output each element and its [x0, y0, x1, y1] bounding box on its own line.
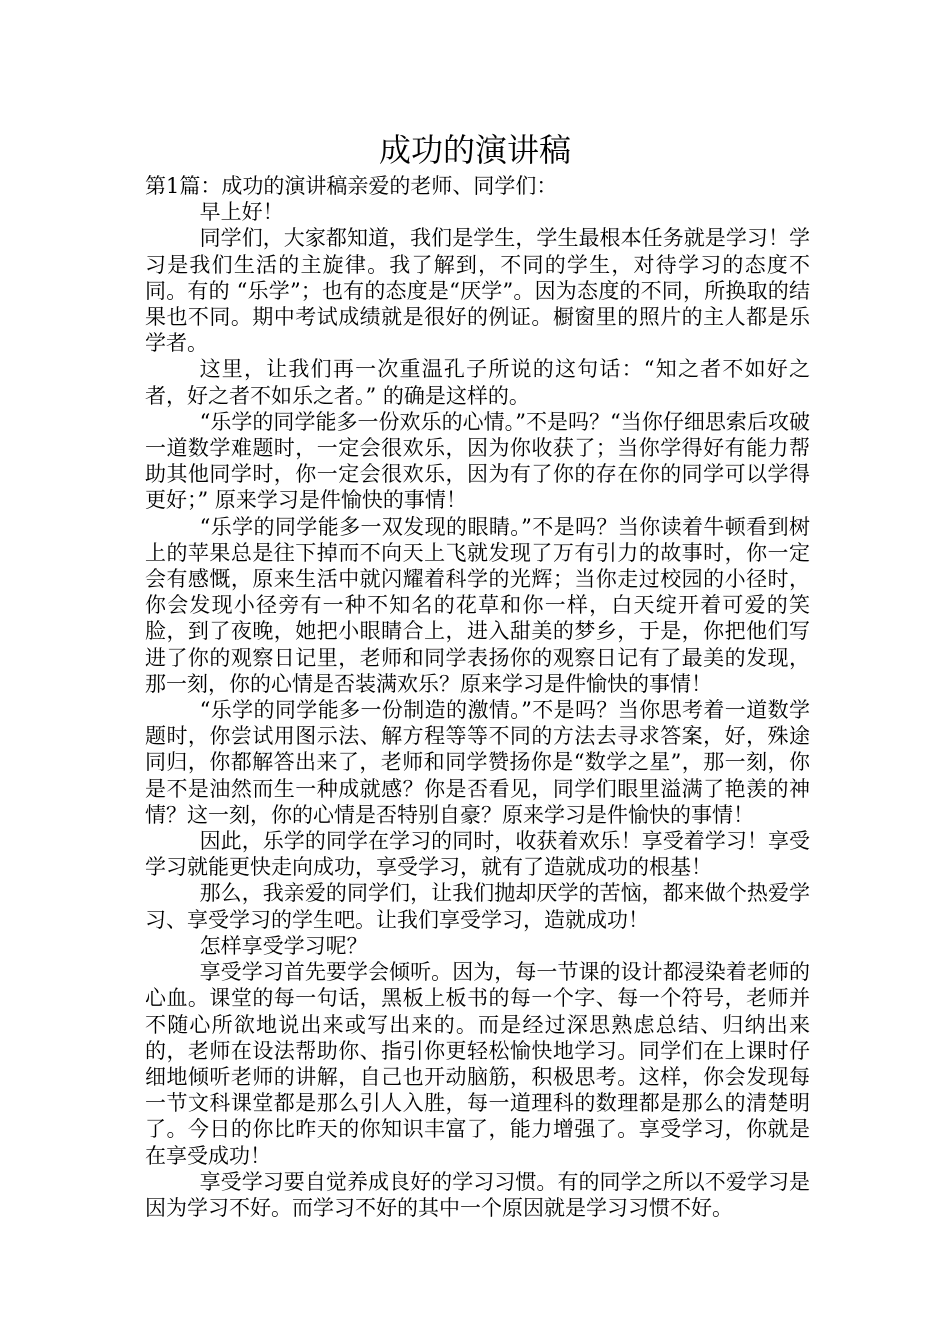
paragraph: “乐学的同学能多一份制造的激情。”不是吗？当你思考着一道数学题时，你尝试用图示法、解方程等等不同的方法去寻求答案，好，殊途同归，你都解答出来了，老师和同学赞扬你是“数学之星”，那一刻，你是不是油然而生一种成就感？你是否看见，同学们眼里溢满了艳羡的神情？这一刻，你的心情是否特别自豪？原来学习是件愉快的事情！ — [145, 698, 810, 827]
document-title: 成功的演讲稿 — [378, 131, 571, 169]
document-body — [145, 173, 810, 1221]
paragraph: 因此，乐学的同学在学习的同时，收获着欢乐！享受着学习！享受学习就能更快走向成功，享受学习，就有了造就成功的根基！ — [145, 829, 810, 880]
paragraph: 同学们，大家都知道，我们是学生，学生最根本任务就是学习！学习是我们生活的主旋律。我了解到，不同的学生，对待学习的态度不同。有的 “乐学”；也有的态度是“厌学”。因为态度的不同，所换取的结果也不同。期中考试成绩就是很好的例证。橱窗里的照片的主人都是乐学者。 — [145, 226, 810, 356]
paragraph: 早上好！ — [199, 200, 284, 225]
paragraph: “乐学的同学能多一份欢乐的心情。”不是吗？“当你仔细思索后攻破一道数学难题时，一定会很欢乐，因为你收获了；当你学得好有能力帮助其他同学时，你一定会很欢乐，因为有了你的存在你的同学可以学得更好；” 原来学习是件愉快的事情！ — [145, 409, 810, 513]
paragraph: 享受学习要自觉养成良好的学习习惯。有的同学之所以不爱学习是因为学习不好。而学习不好的其中一个原因就是学习习惯不好。 — [145, 1169, 810, 1220]
paragraph: 怎样享受学习呢？ — [199, 933, 368, 958]
paragraph: 这里，让我们再一次重温孔子所说的这句话：“知之者不如好之者，好之者不如乐之者。” 的确是这样的。 — [145, 357, 810, 408]
paragraph: 第1篇：成功的演讲稿亲爱的老师、同学们： — [145, 174, 558, 198]
paragraph: 享受学习首先要学会倾听。因为，每一节课的设计都浸染着老师的心血。课堂的每一句话，黑板上板书的每一个字、每一个符号，老师并不随心所欲地说出来或写出来的。而是经过深思熟虑总结、归纳出来的，老师在设法帮助你、指引你更轻松愉快地学习。同学们在上课时仔细地倾听老师的讲解，自己也开动脑筋，积极思考。这样，你会发现每一节文科课堂都是那么引人入胜，每一道理科的数理都是那么的清楚明了。今日的你比昨天的你知识丰富了，能力增强了。享受学习，你就是在享受成功！ — [145, 960, 810, 1168]
paragraph: 那么，我亲爱的同学们，让我们抛却厌学的苦恼，都来做个热爱学习、享受学习的学生吧。让我们享受学习，造就成功！ — [145, 881, 810, 932]
paragraph: “乐学的同学能多一双发现的眼睛。”不是吗？当你读着牛顿看到树上的苹果总是往下掉而不向天上飞就发现了万有引力的故事时，你一定会有感慨，原来生活中就闪耀着科学的光辉；当你走过校园的小径时，你会发现小径旁有一种不知名的花草和你一样，白天绽开着可爱的笑脸，到了夜晚，她把小眼睛合上，进入甜美的梦乡，于是，你把他们写进了你的观察日记里，老师和同学表扬你的观察日记有了最美的发现，那一刻，你的心情是否装满欢乐？原来学习是件愉快的事情！ — [145, 514, 810, 696]
